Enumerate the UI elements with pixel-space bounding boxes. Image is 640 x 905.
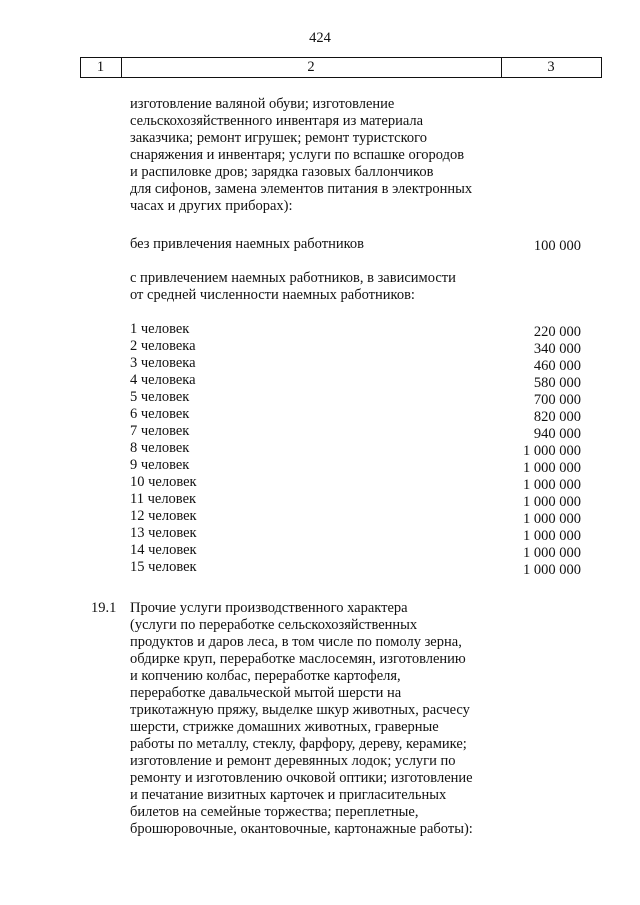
intro-line: снаряжения и инвентаря; услуги по вспашке огородов [130, 147, 465, 163]
worker-count-label: 2 человека [130, 338, 196, 354]
section-line: брошюровочные, окантовочные, картонажные работы): [130, 821, 473, 837]
section-line: и копчению колбас, переработке картофеля, [130, 668, 401, 684]
worker-count-label: 15 человек [130, 559, 197, 575]
with-workers-paragraph [130, 270, 510, 304]
worker-count-label: 6 человек [130, 406, 190, 422]
worker-count-value: 940 000 [533, 426, 581, 442]
no-workers-label: без привлечения наемных работников [130, 236, 364, 252]
worker-count-value: 340 000 [533, 341, 581, 357]
worker-count-label: 1 человек [130, 321, 190, 337]
intro-line: и распиловке дров; зарядка газовых баллончиков [130, 164, 434, 180]
worker-count-label: 7 человек [130, 423, 190, 439]
worker-count-value: 1 000 000 [523, 511, 581, 527]
intro-line: часах и других приборах): [130, 198, 293, 214]
no-workers-value: 100 000 [533, 238, 581, 254]
section-line: изготовление и ремонт деревянных лодок; услуги по [130, 753, 456, 769]
worker-count-value: 820 000 [533, 409, 581, 425]
table-border-right [601, 58, 602, 77]
section-line: ремонту и изготовлению очковой оптики; изготовление [130, 770, 473, 786]
worker-count-label: 4 человека [130, 372, 196, 388]
section-line: Прочие услуги производственного характера [130, 600, 408, 616]
intro-line: изготовление валяной обуви; изготовление [130, 96, 395, 112]
worker-count-value: 1 000 000 [523, 443, 581, 459]
worker-count-value: 220 000 [533, 324, 581, 340]
column-header-3: 3 [547, 59, 555, 75]
with-workers-line: от средней численности наемных работников: [130, 287, 415, 303]
worker-count-label: 14 человек [130, 542, 197, 558]
worker-count-value: 1 000 000 [523, 494, 581, 510]
intro-line: для сифонов, замена элементов питания в электронных [130, 181, 473, 197]
section-line: продуктов и даров леса, в том числе по помолу зерна, [130, 634, 462, 650]
worker-count-label: 8 человек [130, 440, 190, 456]
column-header-2: 2 [307, 59, 315, 75]
worker-count-label: 12 человек [130, 508, 197, 524]
worker-count-value: 460 000 [533, 358, 581, 374]
intro-line: заказчика; ремонт игрушек; ремонт туристского [130, 130, 427, 146]
worker-count-value: 700 000 [533, 392, 581, 408]
worker-count-value: 1 000 000 [523, 562, 581, 578]
page-number: 424 [309, 30, 331, 46]
section-line: работы по металлу, стеклу, фарфору, дереву, керамике; [130, 736, 467, 752]
intro-paragraph [130, 96, 510, 215]
column-header-table [80, 57, 602, 78]
worker-count-label: 13 человек [130, 525, 197, 541]
worker-count-label: 9 человек [130, 457, 190, 473]
worker-count-label: 11 человек [130, 491, 197, 507]
section-number: 19.1 [91, 600, 117, 616]
worker-count-label: 5 человек [130, 389, 190, 405]
worker-count-label: 3 человека [130, 355, 196, 371]
column-header-1: 1 [96, 59, 105, 75]
worker-count-value: 1 000 000 [523, 477, 581, 493]
worker-count-value: 1 000 000 [523, 545, 581, 561]
with-workers-line: с привлечением наемных работников, в зависимости [130, 270, 456, 286]
worker-count-value: 1 000 000 [523, 460, 581, 476]
section-line: обдирке круп, переработке маслосемян, изготовлению [130, 651, 466, 667]
section-line: и печатание визитных карточек и пригласительных [130, 787, 447, 803]
worker-count-value: 580 000 [533, 375, 581, 391]
section-line: трикотажную пряжу, выделке шкур животных, расчесу [130, 702, 470, 718]
section-paragraph [130, 600, 550, 838]
worker-count-value: 1 000 000 [523, 528, 581, 544]
intro-line: сельскохозяйственного инвентаря из материала [130, 113, 424, 129]
section-line: переработке давальческой мытой шерсти на [130, 685, 402, 701]
section-line: шерсти, стрижке домашних животных, граверные [130, 719, 439, 735]
section-line: (услуги по переработке сельскохозяйственных [130, 617, 418, 633]
section-line: билетов на семейные торжества; переплетные, [130, 804, 419, 820]
worker-count-label: 10 человек [130, 474, 197, 490]
